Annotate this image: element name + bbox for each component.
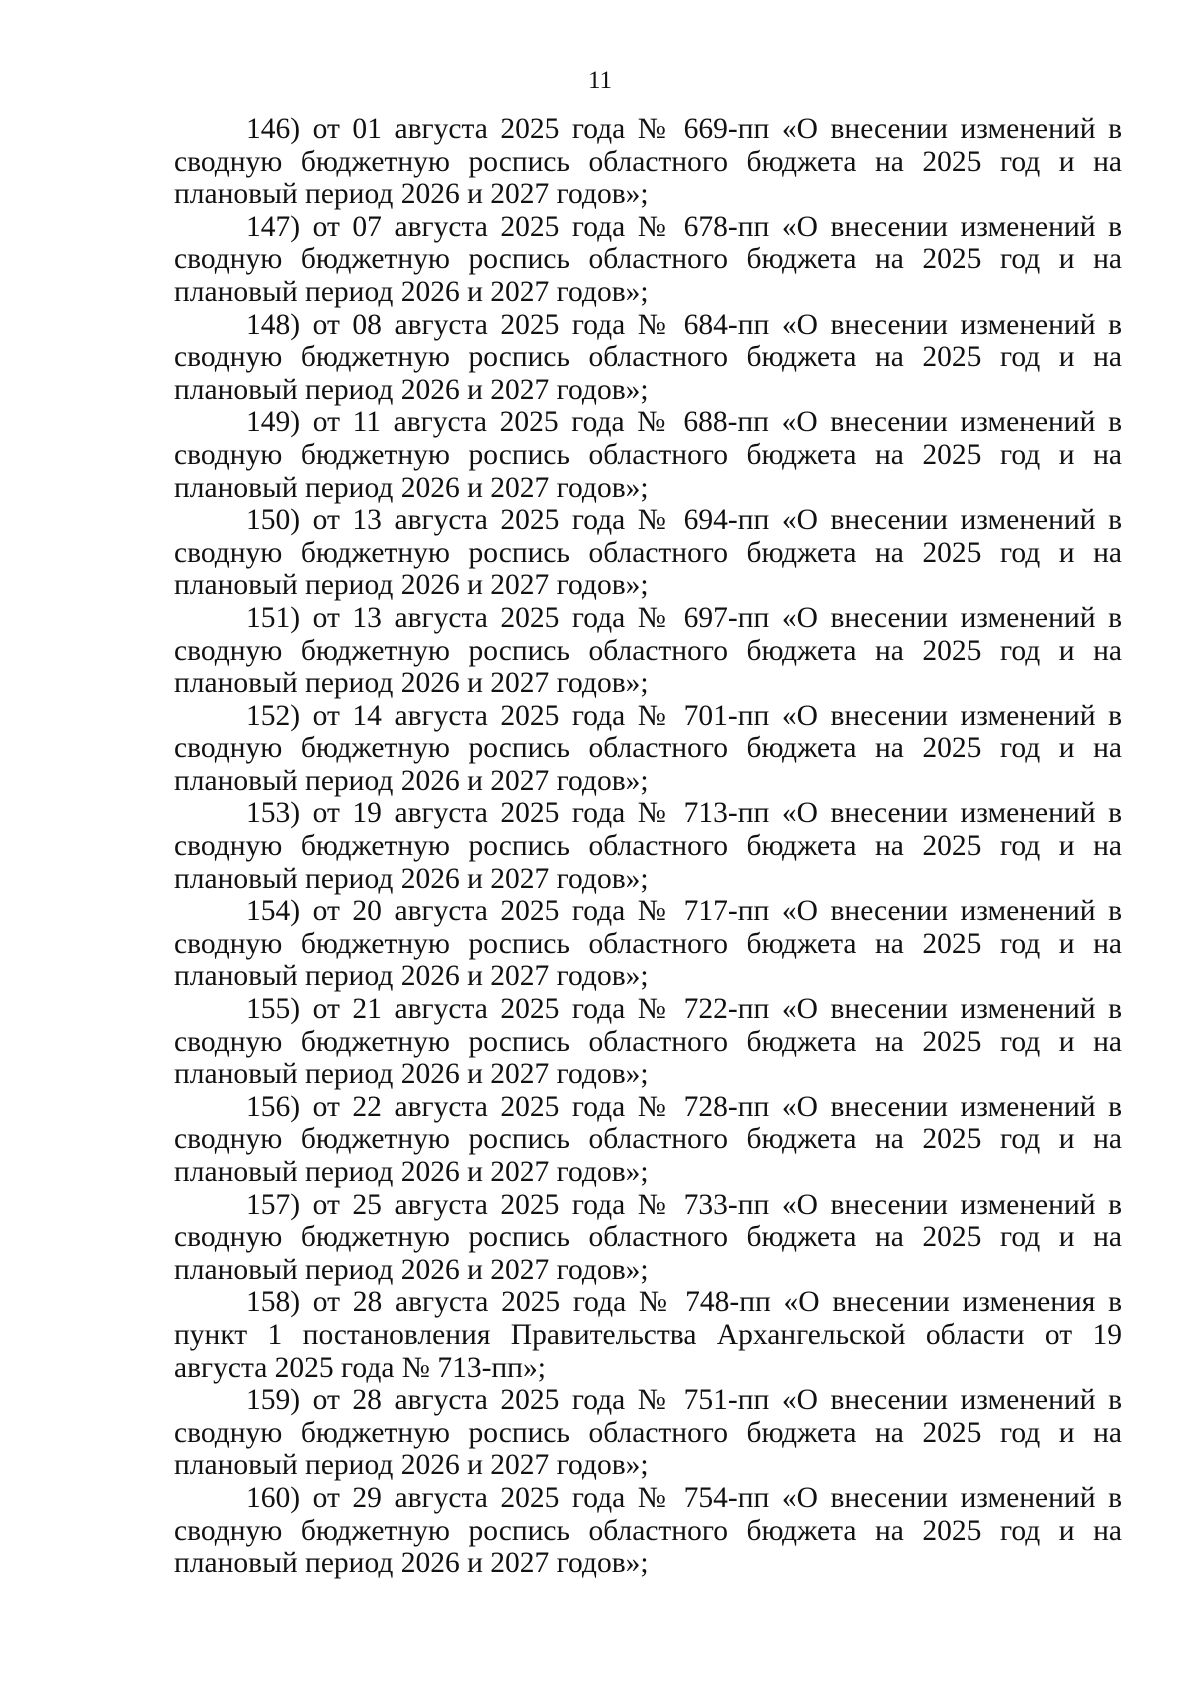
list-item-158: 158) от 28 августа 2025 года № 748-пп «О внесении изменения в пункт 1 постановления Правительства Архангельской области от 19 августа 2025 года № 713-пп»; (174, 1286, 1122, 1384)
list-item-159: 159) от 28 августа 2025 года № 751-пп «О внесении изменений в сводную бюджетную роспись областного бюджета на 2025 год и на плановый период 2026 и 2027 годов»; (174, 1384, 1122, 1482)
list-item-155: 155) от 21 августа 2025 года № 722-пп «О внесении изменений в сводную бюджетную роспись областного бюджета на 2025 год и на плановый период 2026 и 2027 годов»; (174, 993, 1122, 1091)
list-item-149: 149) от 11 августа 2025 года № 688-пп «О внесении изменений в сводную бюджетную роспись областного бюджета на 2025 год и на плановый период 2026 и 2027 годов»; (174, 406, 1122, 504)
list-item-146: 146) от 01 августа 2025 года № 669-пп «О внесении изменений в сводную бюджетную роспись областного бюджета на 2025 год и на плановый период 2026 и 2027 годов»; (174, 113, 1122, 211)
page-number: 11 (587, 67, 613, 94)
list-item-148: 148) от 08 августа 2025 года № 684-пп «О внесении изменений в сводную бюджетную роспись областного бюджета на 2025 год и на плановый период 2026 и 2027 годов»; (174, 308, 1122, 406)
list-item-152: 152) от 14 августа 2025 года № 701-пп «О внесении изменений в сводную бюджетную роспись областного бюджета на 2025 год и на плановый период 2026 и 2027 годов»; (174, 699, 1122, 797)
list-item-147: 147) от 07 августа 2025 года № 678-пп «О внесении изменений в сводную бюджетную роспись областного бюджета на 2025 год и на плановый период 2026 и 2027 годов»; (174, 210, 1122, 308)
list-item-150: 150) от 13 августа 2025 года № 694-пп «О внесении изменений в сводную бюджетную роспись областного бюджета на 2025 год и на плановый период 2026 и 2027 годов»; (174, 504, 1122, 602)
list-item-160: 160) от 29 августа 2025 года № 754-пп «О внесении изменений в сводную бюджетную роспись областного бюджета на 2025 год и на плановый период 2026 и 2027 годов»; (174, 1481, 1122, 1580)
document-body (174, 113, 1122, 1580)
list-item-153: 153) от 19 августа 2025 года № 713-пп «О внесении изменений в сводную бюджетную роспись областного бюджета на 2025 год и на плановый период 2026 и 2027 годов»; (174, 797, 1122, 895)
list-item-154: 154) от 20 августа 2025 года № 717-пп «О внесении изменений в сводную бюджетную роспись областного бюджета на 2025 год и на плановый период 2026 и 2027 годов»; (174, 895, 1122, 993)
list-item-156: 156) от 22 августа 2025 года № 728-пп «О внесении изменений в сводную бюджетную роспись областного бюджета на 2025 год и на плановый период 2026 и 2027 годов»; (174, 1090, 1122, 1188)
list-item-157: 157) от 25 августа 2025 года № 733-пп «О внесении изменений в сводную бюджетную роспись областного бюджета на 2025 год и на плановый период 2026 и 2027 годов»; (174, 1188, 1122, 1286)
list-item-151: 151) от 13 августа 2025 года № 697-пп «О внесении изменений в сводную бюджетную роспись областного бюджета на 2025 год и на плановый период 2026 и 2027 годов»; (174, 601, 1122, 700)
